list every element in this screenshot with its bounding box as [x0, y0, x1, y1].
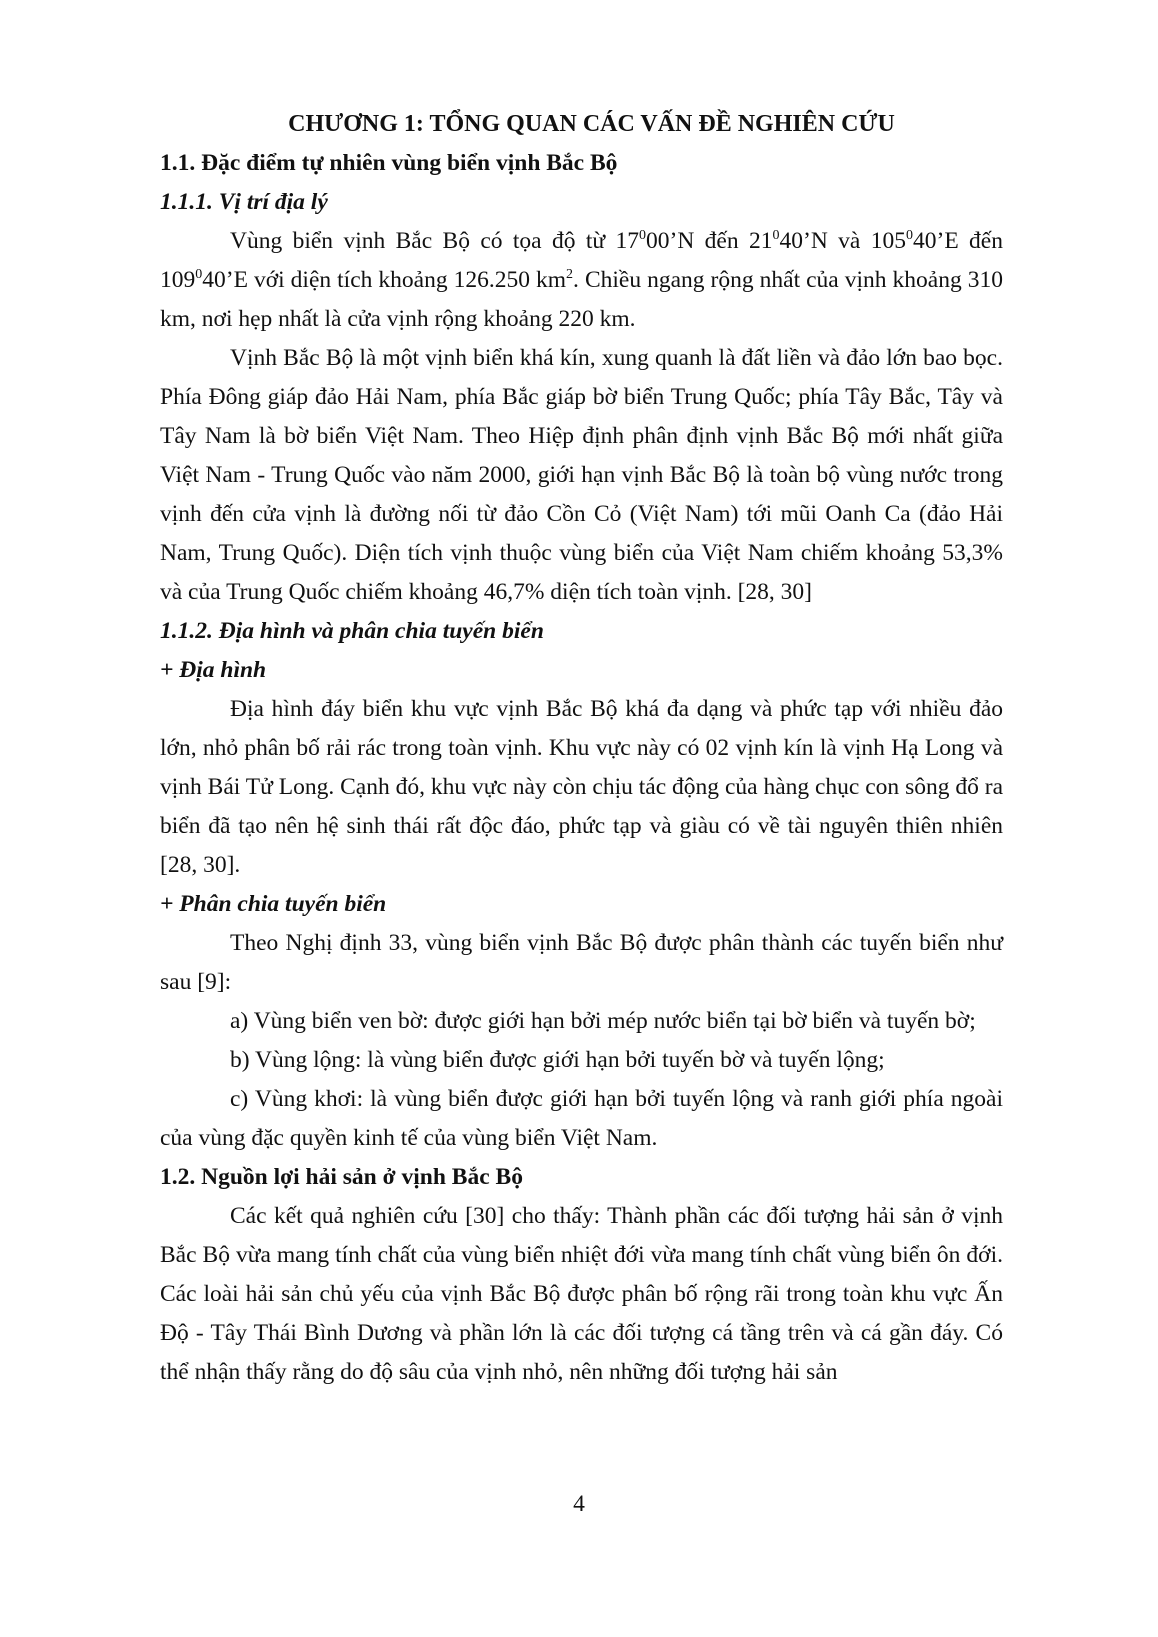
- paragraph-terrain: Địa hình đáy biển khu vực vịnh Bắc Bộ khá đa dạng và phức tạp với nhiều đảo lớn, nhỏ phân bố rải rác trong toàn vịnh. Khu vực này có 02 vịnh kín là vịnh Hạ Long và vịnh Bái Tử Long. Cạnh đó, khu vực này còn chịu tác động của hàng chục con sông đổ ra biển đã tạo nên hệ sinh thái rất độc đáo, phức tạp và giàu có về tài nguyên thiên nhiên [28, 30].: [160, 696, 1003, 878]
- document-page: [160, 104, 1003, 1392]
- section-1-1-2-heading: 1.1.2. Địa hình và phân chia tuyến biển: [160, 618, 544, 644]
- superscript: 2: [566, 267, 574, 283]
- paragraph-gulf-description: Vịnh Bắc Bộ là một vịnh biển khá kín, xung quanh là đất liền và đảo lớn bao bọc. Phía Đông giáp đảo Hải Nam, phía Bắc giáp bờ biển Trung Quốc; phía Tây Bắc, Tây và Tây Nam là bờ biển Việt Nam. Theo Hiệp định phân định vịnh Bắc Bộ mới nhất giữa Việt Nam - Trung Quốc vào năm 2000, giới hạn vịnh Bắc Bộ là toàn bộ vùng nước trong vịnh đến cửa vịnh là đường nối từ đảo Cồn Cỏ (Việt Nam) tới mũi Oanh Ca (đảo Hải Nam, Trung Quốc). Diện tích vịnh thuộc vùng biển của Việt Nam chiếm khoảng 53,3% và của Trung Quốc chiếm khoảng 46,7% diện tích toàn vịnh. [28, 30]: [160, 345, 1003, 605]
- text-run: 00’N đến 21: [646, 228, 773, 254]
- section-1-1-heading: 1.1. Đặc điểm tự nhiên vùng biển vịnh Bắc Bộ: [160, 150, 618, 176]
- text-run: . Chiều ngang rộng nhất của vịnh khoảng 310 km, nơi hẹp nhất là cửa vịnh rộng khoảng 220 km.: [160, 267, 1004, 332]
- list-item-a: a) Vùng biển ven bờ: được giới hạn bởi mép nước biển tại bờ biển và tuyến bờ;: [230, 1008, 976, 1034]
- superscript: 0: [906, 228, 913, 244]
- subheading-sea-zones: + Phân chia tuyến biển: [160, 891, 387, 917]
- paragraph-resources: Các kết quả nghiên cứu [30] cho thấy: Thành phần các đối tượng hải sản ở vịnh Bắc Bộ vừa mang tính chất của vùng biển nhiệt đới vừa mang tính chất vùng biển ôn đới. Các loài hải sản chủ yếu của vịnh Bắc Bộ được phân bố rộng rãi trong toàn khu vực Ấn Độ - Tây Thái Bình Dương và phần lớn là các đối tượng cá tầng trên và cá gần đáy. Có thể nhận thấy rằng do độ sâu của vịnh nhỏ, nên những đối tượng hải sản: [160, 1203, 1003, 1385]
- section-1-1-1-heading: 1.1.1. Vị trí địa lý: [160, 189, 328, 215]
- text-run: 40’E với diện tích khoảng 126.250 km: [202, 267, 567, 293]
- subheading-terrain: + Địa hình: [160, 657, 267, 683]
- paragraph-sea-zones-intro: Theo Nghị định 33, vùng biển vịnh Bắc Bộ được phân thành các tuyến biển như sau [9]:: [160, 930, 1003, 995]
- list-item-c: c) Vùng khơi: là vùng biển được giới hạn bởi tuyến lộng và ranh giới phía ngoài của vùng đặc quyền kinh tế của vùng biển Việt Nam.: [160, 1086, 1003, 1151]
- text-run: 40’E đến 109: [160, 228, 1003, 293]
- chapter-title: CHƯƠNG 1: TỔNG QUAN CÁC VẤN ĐỀ NGHIÊN CỨU: [288, 111, 895, 137]
- text-run: Vùng biển vịnh Bắc Bộ có tọa độ từ 17: [230, 228, 639, 254]
- paragraph-location: [160, 222, 1003, 339]
- superscript: 0: [772, 228, 780, 244]
- superscript: 0: [639, 228, 646, 244]
- superscript: 0: [195, 267, 203, 283]
- page-number: 4: [573, 1491, 585, 1517]
- section-1-2-heading: 1.2. Nguồn lợi hải sản ở vịnh Bắc Bộ: [160, 1164, 523, 1190]
- text-run: 40’N và 105: [779, 228, 906, 254]
- list-item-b: b) Vùng lộng: là vùng biển được giới hạn bởi tuyến bờ và tuyến lộng;: [230, 1047, 885, 1073]
